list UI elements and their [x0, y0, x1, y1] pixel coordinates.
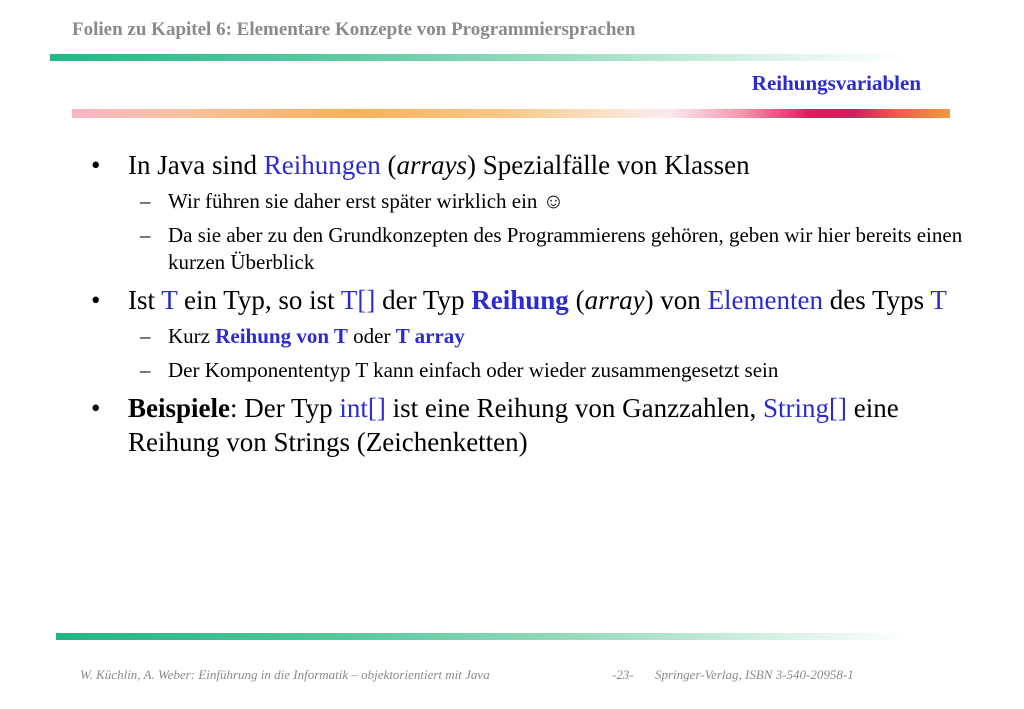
bullet-mark: •	[91, 393, 101, 423]
bullet-item	[88, 391, 968, 459]
term-reihung: Reihung	[471, 285, 569, 315]
top-divider-bar	[50, 54, 910, 61]
bullet-text: ist eine Reihung von Ganzzahlen,	[385, 393, 764, 423]
bullet-text: ) von	[644, 285, 708, 315]
term-array: array	[584, 285, 645, 315]
bullet-text: ) Spezialfälle von Klassen	[466, 150, 750, 180]
term-int-array: int[]	[339, 393, 386, 423]
bullet-text: (	[568, 285, 585, 315]
term-reihungen: Reihungen	[263, 150, 381, 180]
sub-bullet-item	[88, 222, 968, 276]
sub-bullet-text: Wir führen sie daher erst später wirklich ein	[168, 189, 543, 213]
sub-bullet-item	[88, 357, 968, 384]
bullet-mark: •	[91, 150, 101, 180]
slide-title: Reihungsvariablen	[751, 71, 921, 95]
footer-page-number: -23-	[612, 667, 634, 682]
bottom-divider-bar	[56, 633, 908, 640]
bullet-text: In Java sind	[128, 150, 264, 180]
title-divider-bar	[72, 109, 950, 118]
sub-bullet-item	[88, 188, 968, 215]
bullet-text: Ist	[128, 285, 162, 315]
sub-bullet-item	[88, 323, 968, 350]
sub-bullet-text: Kurz	[168, 324, 216, 348]
term-elementen: Elementen	[707, 285, 824, 315]
bullet-text: : Der Typ	[230, 393, 340, 423]
bullet-item	[88, 283, 968, 317]
bullet-text: (	[380, 150, 397, 180]
bullet-text: eine Reihung von Strings (Zeichenketten)	[128, 393, 899, 457]
sub-bullet-text: Der Komponententyp T kann einfach oder wieder zusammengesetzt sein	[168, 358, 779, 382]
dash-mark: –	[140, 324, 151, 348]
sub-bullet-text: oder	[347, 324, 396, 348]
term-reihung-von-t: Reihung von T	[215, 324, 348, 348]
term-t-array-syntax: T[]	[340, 285, 376, 315]
bullet-mark: •	[91, 285, 101, 315]
bullet-text: der Typ	[375, 285, 472, 315]
term-arrays: arrays	[396, 150, 467, 180]
bullet-text: ein Typ, so ist	[177, 285, 341, 315]
term-t: T	[161, 285, 178, 315]
slide-content	[88, 148, 968, 465]
dash-mark: –	[140, 189, 151, 213]
dash-mark: –	[140, 358, 151, 382]
sub-bullet-text: Da sie aber zu den Grundkonzepten des Programmierens gehören, geben wir hier bereits einen kurzen Überblick	[168, 223, 963, 274]
term-string-array: String[]	[763, 393, 848, 423]
header-title: Folien zu Kapitel 6: Elementare Konzepte von Programmiersprachen	[72, 19, 636, 40]
footer-authors: W. Küchlin, A. Weber: Einführung in die Informatik – objektorientiert mit Java	[80, 667, 490, 682]
dash-mark: –	[140, 223, 151, 247]
smiley-icon: ☺	[542, 189, 565, 213]
bullet-item	[88, 148, 968, 182]
term-beispiele: Beispiele	[128, 393, 230, 423]
footer-publisher: Springer-Verlag, ISBN 3-540-20958-1	[655, 667, 854, 682]
term-t: T	[930, 285, 947, 315]
bullet-text: des Typs	[823, 285, 931, 315]
term-t-array: T array	[395, 324, 465, 348]
